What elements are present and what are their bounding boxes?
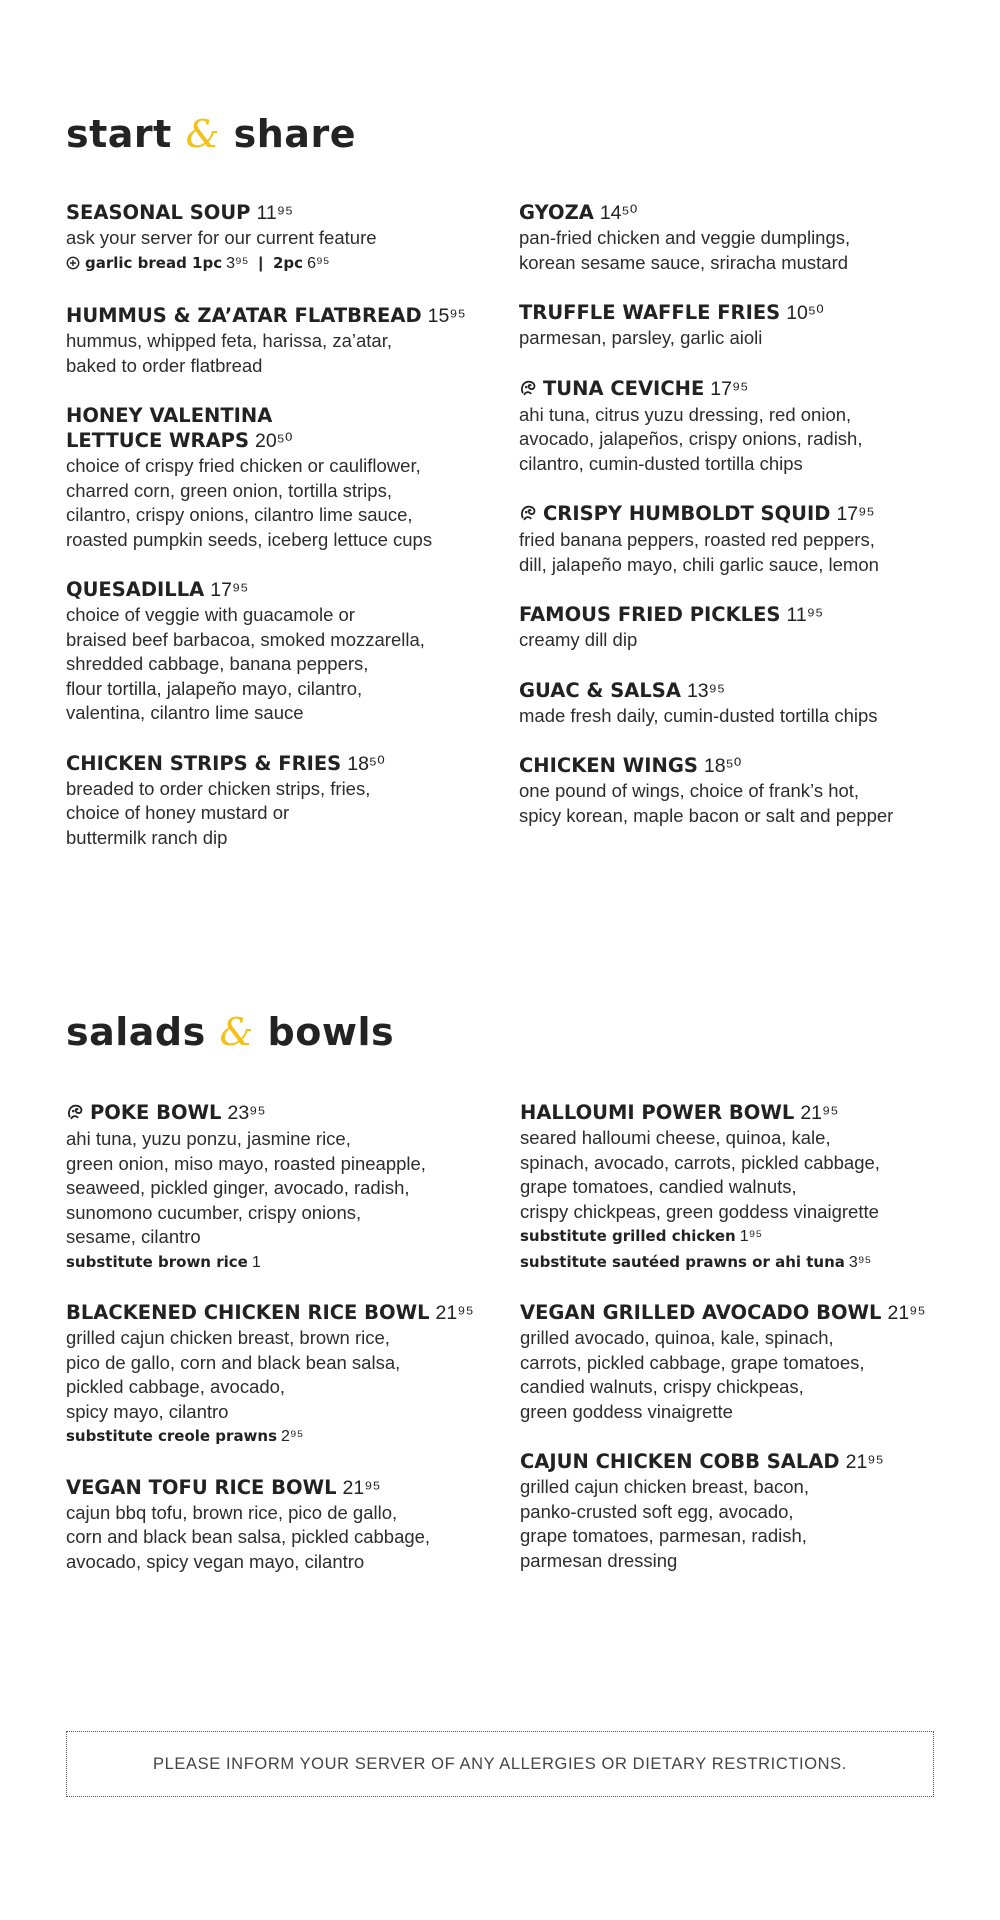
- item-price: 21⁹⁵: [435, 1302, 474, 1324]
- ocean-wise-fish-icon: [519, 378, 537, 403]
- item-name: QUESADILLA: [66, 578, 205, 601]
- item-description: buttermilk ranch dip: [66, 826, 228, 848]
- item-description: crispy chickpeas, green goddess vinaigrette: [520, 1200, 879, 1222]
- item-name-line: [519, 602, 929, 628]
- item-description: made fresh daily, cumin-dusted tortilla chips: [519, 704, 878, 726]
- item-description: baked to order flatbread: [66, 354, 263, 376]
- menu-item: [520, 1100, 930, 1275]
- item-description: korean sesame sauce, sriracha mustard: [519, 251, 849, 273]
- item-description: grilled avocado, quinoa, kale, spinach,: [520, 1327, 834, 1348]
- substitution-label: substitute grilled chicken: [520, 1227, 736, 1245]
- item-name-line: [66, 577, 476, 603]
- section-title-salads-bowls: [66, 1010, 394, 1054]
- item-description: green goddess vinaigrette: [520, 1400, 733, 1422]
- menu-item: [520, 1300, 930, 1424]
- item-description: candied walnuts, crispy chickpeas,: [520, 1376, 804, 1397]
- substitution-label: substitute creole prawns: [66, 1427, 278, 1445]
- item-description: choice of crispy fried chicken or cauliflower,: [66, 455, 421, 476]
- item-name: CHICKEN STRIPS & FRIES: [66, 751, 342, 775]
- item-description: parmesan, parsley, garlic aioli: [519, 327, 763, 348]
- item-name: BLACKENED CHICKEN RICE BOWL: [66, 1301, 430, 1324]
- menu-item: [66, 1300, 476, 1450]
- substitution-label: substitute sautéed prawns or ahi tuna: [520, 1252, 845, 1271]
- ocean-wise-fish-icon: [66, 1102, 84, 1127]
- menu-item: [519, 678, 929, 729]
- addon-separator: |: [258, 254, 263, 272]
- item-description: charred corn, green onion, tortilla strips,: [66, 479, 392, 501]
- item-description: braised beef barbacoa, smoked mozzarella,: [66, 628, 425, 650]
- menu-item: [66, 577, 476, 726]
- item-description: spicy korean, maple bacon or salt and pepper: [519, 804, 894, 826]
- title-word: start: [66, 112, 172, 156]
- item-name: SEASONAL SOUP: [66, 201, 251, 224]
- item-description: breaded to order chicken strips, fries,: [66, 777, 371, 799]
- item-name-line: [520, 1100, 930, 1126]
- item-description: spicy mayo, cilantro: [66, 1400, 229, 1422]
- item-name: TRUFFLE WAFFLE FRIES: [519, 301, 781, 324]
- item-description: parmesan dressing: [520, 1549, 678, 1571]
- menu-item: [519, 501, 929, 577]
- start-share-right-column: [519, 200, 929, 853]
- item-name: HALLOUMI POWER BOWL: [520, 1101, 795, 1124]
- salads-bowls-left-column: [66, 1100, 476, 1599]
- menu-item: [519, 300, 929, 351]
- menu-item: [519, 376, 929, 477]
- item-name: VEGAN TOFU RICE BOWL: [66, 1475, 337, 1499]
- item-description: ask your server for our current feature: [66, 227, 377, 248]
- item-description: cilantro, cumin-dusted tortilla chips: [519, 452, 803, 474]
- item-description: cajun bbq tofu, brown rice, pico de gallo,: [66, 1501, 398, 1523]
- item-name-line: [519, 678, 929, 704]
- item-description: roasted pumpkin seeds, iceberg lettuce cups: [66, 528, 433, 550]
- item-description: one pound of wings, choice of frank’s hot,: [519, 780, 860, 801]
- item-description: hummus, whipped feta, harissa, za’atar,: [66, 330, 392, 351]
- title-word: salads: [66, 1010, 206, 1054]
- item-description: sunomono cucumber, crispy onions,: [66, 1201, 362, 1223]
- title-word: bowls: [267, 1010, 395, 1054]
- substitution-line: [66, 1424, 476, 1450]
- item-description: green onion, miso mayo, roasted pineapple,: [66, 1152, 426, 1174]
- item-description: grilled cajun chicken breast, brown rice,: [66, 1327, 390, 1348]
- ampersand: &: [219, 1010, 254, 1054]
- item-name: CHICKEN WINGS: [519, 754, 698, 777]
- addon-label: garlic bread 1pc: [85, 253, 223, 272]
- item-name: HUMMUS & ZA’ATAR FLATBREAD: [66, 304, 422, 327]
- addon-label: 2pc: [272, 253, 304, 272]
- item-price: 21⁹⁵: [800, 1102, 839, 1124]
- item-price: 10⁵⁰: [786, 302, 824, 324]
- item-name-line: [66, 1475, 476, 1501]
- item-description: cilantro, crispy onions, cilantro lime sauce,: [66, 504, 413, 525]
- item-description: flour tortilla, jalapeño mayo, cilantro,: [66, 677, 363, 699]
- menu-item: [519, 753, 929, 828]
- item-price: 14⁵⁰: [599, 202, 638, 224]
- menu-item: [66, 303, 476, 378]
- item-name-line: [66, 303, 476, 329]
- item-description: pico de gallo, corn and black bean salsa,: [66, 1351, 401, 1373]
- menu-item: [66, 200, 476, 278]
- item-description: creamy dill dip: [519, 629, 638, 650]
- item-description: avocado, spicy vegan mayo, cilantro: [66, 1550, 365, 1572]
- item-name-line: [66, 1300, 476, 1326]
- addon-price: 3⁹⁵: [226, 254, 249, 272]
- substitution-label: substitute brown rice: [66, 1252, 248, 1271]
- ocean-wise-fish-icon: [519, 503, 537, 528]
- menu-item: [519, 200, 929, 275]
- item-description: valentina, cilantro lime sauce: [66, 702, 304, 723]
- item-description: avocado, jalapeños, crispy onions, radish,: [519, 428, 863, 449]
- substitution-line: [520, 1224, 930, 1250]
- menu-item: [66, 1475, 476, 1575]
- item-description: sesame, cilantro: [66, 1226, 201, 1247]
- substitution-price: 3⁹⁵: [848, 1253, 872, 1271]
- item-description: grape tomatoes, candied walnuts,: [520, 1176, 797, 1197]
- menu-item: [519, 602, 929, 653]
- item-price: 23⁹⁵: [227, 1102, 266, 1124]
- item-price: 21⁹⁵: [887, 1302, 926, 1324]
- item-description: dill, jalapeño mayo, chili garlic sauce, lemon: [519, 553, 879, 575]
- item-price: 17⁹⁵: [710, 377, 749, 400]
- item-name-line: [519, 376, 929, 403]
- addon-price: 6⁹⁵: [307, 254, 330, 272]
- addon-line: [66, 251, 476, 279]
- item-name-line: [520, 1300, 930, 1326]
- item-name-line: [66, 751, 476, 777]
- item-name-line: [66, 200, 476, 226]
- item-name: GUAC & SALSA: [519, 678, 681, 702]
- item-description: choice of honey mustard or: [66, 802, 290, 823]
- item-name: HONEY VALENTINA: [66, 404, 273, 427]
- item-description: carrots, pickled cabbage, grape tomatoes,: [520, 1351, 865, 1373]
- menu-item: [520, 1449, 930, 1573]
- item-price: 11⁹⁵: [256, 202, 294, 224]
- plus-circle-icon: [66, 254, 80, 279]
- item-name-line: [519, 200, 929, 226]
- item-description: seared halloumi cheese, quinoa, kale,: [520, 1127, 831, 1148]
- item-name: VEGAN GRILLED AVOCADO BOWL: [520, 1301, 882, 1324]
- item-price: 21⁹⁵: [845, 1451, 884, 1473]
- start-share-left-column: [66, 200, 476, 875]
- item-description: choice of veggie with guacamole or: [66, 604, 355, 625]
- substitution-price: 1: [251, 1253, 261, 1271]
- allergy-notice: [66, 1731, 934, 1797]
- item-description: ahi tuna, citrus yuzu dressing, red onion,: [519, 403, 852, 425]
- menu-item: [66, 403, 476, 552]
- item-name: POKE BOWL: [90, 1101, 222, 1124]
- item-description: seaweed, pickled ginger, avocado, radish,: [66, 1177, 410, 1198]
- item-price: 18⁵⁰: [347, 752, 385, 775]
- item-description: spinach, avocado, carrots, pickled cabbage,: [520, 1151, 880, 1173]
- item-price: 15⁹⁵: [427, 305, 466, 327]
- item-name: LETTUCE WRAPS: [66, 429, 250, 452]
- salads-bowls-right-column: [520, 1100, 930, 1598]
- menu-item: [66, 1100, 476, 1275]
- item-description: corn and black bean salsa, pickled cabbage,: [66, 1526, 431, 1547]
- item-description: ahi tuna, yuzu ponzu, jasmine rice,: [66, 1128, 351, 1149]
- item-name: CRISPY HUMBOLDT SQUID: [543, 502, 831, 525]
- item-price: 17⁹⁵: [836, 503, 875, 525]
- item-description: grape tomatoes, parmesan, radish,: [520, 1525, 807, 1546]
- item-price: 11⁹⁵: [786, 604, 824, 626]
- item-name-line: [66, 403, 476, 428]
- item-name-line: [519, 300, 929, 326]
- item-name-line: [520, 1449, 930, 1475]
- item-description: grilled cajun chicken breast, bacon,: [520, 1476, 809, 1497]
- substitution-line: [520, 1250, 930, 1276]
- item-description: shredded cabbage, banana peppers,: [66, 653, 369, 674]
- item-name: TUNA CEVICHE: [543, 376, 705, 400]
- item-price: 17⁹⁵: [210, 579, 249, 601]
- item-description: pickled cabbage, avocado,: [66, 1376, 286, 1397]
- item-name: FAMOUS FRIED PICKLES: [519, 603, 781, 626]
- item-description: panko-crusted soft egg, avocado,: [520, 1500, 794, 1522]
- substitution-price: 2⁹⁵: [281, 1428, 304, 1445]
- item-description: pan-fried chicken and veggie dumplings,: [519, 227, 851, 248]
- item-price: 18⁵⁰: [703, 755, 742, 777]
- title-word: share: [233, 112, 356, 156]
- item-price: 20⁵⁰: [255, 430, 293, 452]
- item-price: 13⁹⁵: [686, 679, 726, 702]
- item-name-line: [519, 753, 929, 779]
- item-name-line: [66, 428, 476, 454]
- item-description: fried banana peppers, roasted red peppers,: [519, 529, 875, 550]
- menu-item: [66, 751, 476, 851]
- item-name-line: [66, 1100, 476, 1127]
- item-name-line: [519, 501, 929, 528]
- item-price: 21⁹⁵: [342, 1476, 381, 1499]
- substitution-price: 1⁹⁵: [739, 1228, 763, 1245]
- item-name: GYOZA: [519, 201, 594, 224]
- item-name: CAJUN CHICKEN COBB SALAD: [520, 1450, 840, 1473]
- ampersand: &: [185, 112, 220, 156]
- allergy-notice-text: PLEASE INFORM YOUR SERVER OF ANY ALLERGIES OR DIETARY RESTRICTIONS.: [153, 1755, 847, 1773]
- section-title-start-share: [66, 112, 356, 156]
- substitution-line: [66, 1250, 476, 1276]
